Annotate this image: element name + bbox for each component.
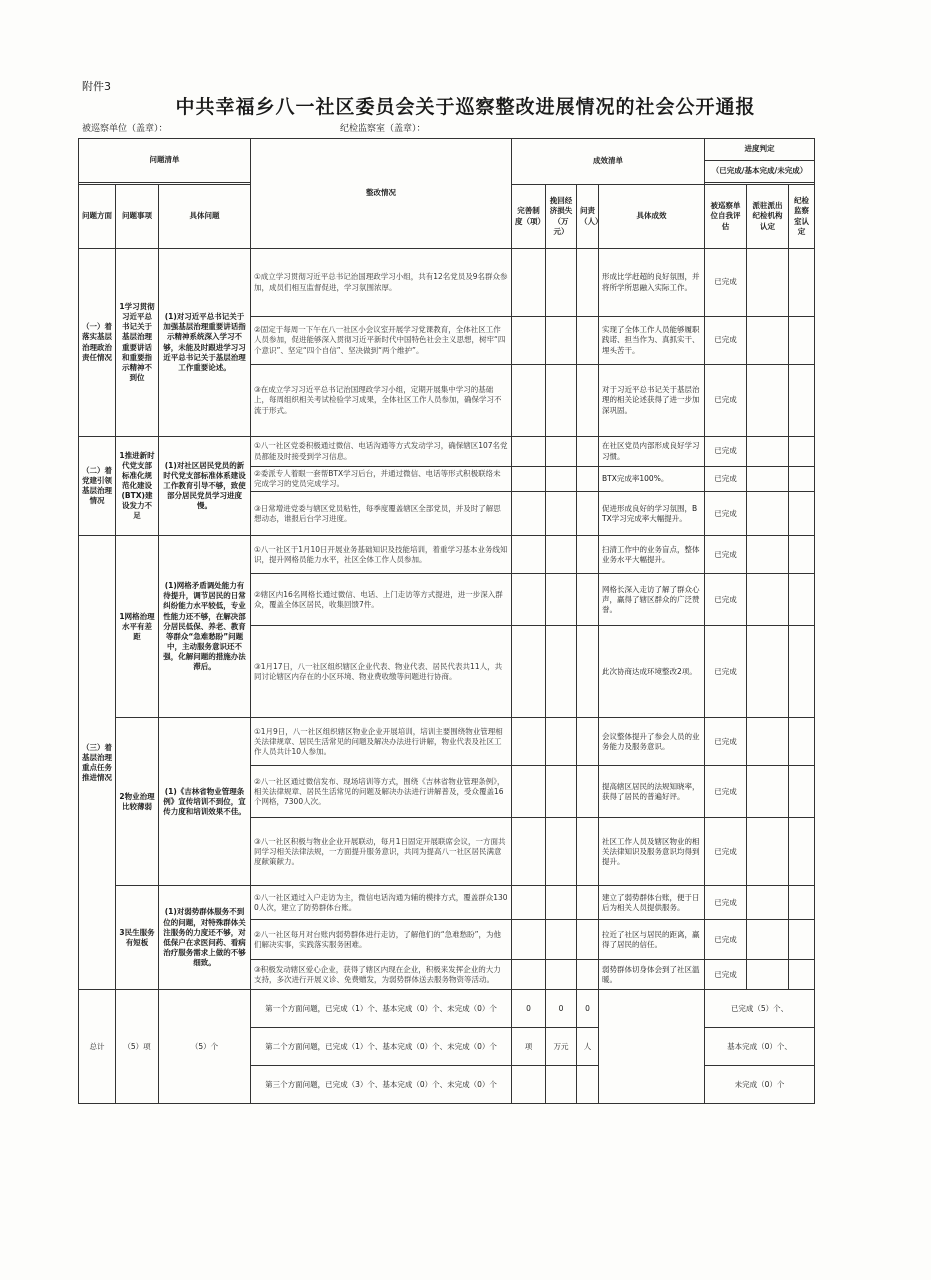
system-cell (512, 960, 546, 990)
total-basically-completed: 基本完成（0）个、 (705, 1028, 815, 1066)
result-text: 此次协商达成环境整改2项。 (599, 626, 705, 718)
result-text: 实现了全体工作人员能够履职践诺、担当作为、真抓实干、埋头苦干。 (599, 317, 705, 365)
aspect-name: （三）着基层治理重点任务推进情况 (79, 536, 116, 990)
aspect-header: 问题方面 (79, 185, 116, 249)
measure-text: ③日常增进党委与辖区党员粘性，每季度覆盖辖区全部党员，并及时了解思想动态，谁报后台学习进度。 (251, 492, 512, 536)
measure-text: ②固定于每周一下午在八一社区小会议室开展学习党课教育，全体社区工作人员参加，促进能够深入贯彻习近平新时代中国特色社会主义思想，树牢“四个意识”、坚定“四个自信”、坚决做到“两个维护”。 (251, 317, 512, 365)
attachment-label: 附件3 (82, 80, 111, 93)
loss-cell (546, 437, 577, 467)
result-text: 拉近了社区与居民的距离，赢得了居民的信任。 (599, 920, 705, 960)
agency-cell (747, 920, 789, 960)
account-cell (577, 920, 599, 960)
result-text: 社区工作人员及辖区物业的相关法律知识及服务意识均得到提升。 (599, 818, 705, 886)
system-cell (512, 920, 546, 960)
self-eval-status: 已完成 (705, 437, 747, 467)
measure-text: ③在成立学习习近平总书记治国理政学习小组，定期开展集中学习的基础上，每周组织相关考试检验学习成果，全体社区工作人员参加，确保学习不流于形式。 (251, 365, 512, 437)
account-cell (577, 1066, 599, 1104)
account-cell (577, 467, 599, 492)
self-eval-status: 已完成 (705, 467, 747, 492)
system-cell (512, 574, 546, 626)
result-text: 建立了弱势群体台账，便于日后为相关人员提供服务。 (599, 886, 705, 920)
self-eval-status: 已完成 (705, 249, 747, 317)
measure-text: ③积极发动辖区爱心企业，获得了辖区内现在企业，积极来发挥企业的大力支持，多次进行开展义诊、免费赠发，为弱势群体送去服务物资等活动。 (251, 960, 512, 990)
loss-cell (546, 574, 577, 626)
system-cell (512, 718, 546, 766)
self-eval-status: 已完成 (705, 492, 747, 536)
aspect-name: （一）着落实基层治理政治责任情况 (79, 249, 116, 437)
loss-cell (546, 718, 577, 766)
specific-problem: (1)对弱势群体服务不到位的问题，对特殊群体关注服务的力度还不够，对低保户在求医问药、看病治疗服务需求上做的不够细致。 (159, 886, 251, 990)
confirm-cell (789, 467, 815, 492)
system-cell (512, 437, 546, 467)
confirm-cell (789, 317, 815, 365)
confirm-cell (789, 249, 815, 317)
total-summary-line: 第二个方面问题，已完成（1）个、基本完成（0）个、未完成（0）个 (251, 1028, 512, 1066)
total-account-value: 0 (577, 990, 599, 1028)
self-eval-status: 已完成 (705, 365, 747, 437)
agency-cell (747, 818, 789, 886)
loss-cell (546, 467, 577, 492)
measure-text: ③1月17日，八一社区组织辖区企业代表、物业代表、居民代表共11人，共同讨论辖区内存在的小区环境、物业费收缴等问题进行协商。 (251, 626, 512, 718)
report-table (78, 138, 815, 1104)
confirm-cell (789, 536, 815, 574)
result-text: 在社区党员内部形成良好学习习惯。 (599, 437, 705, 467)
self-eval-status: 已完成 (705, 626, 747, 718)
self-eval-status: 已完成 (705, 920, 747, 960)
total-completed: 已完成（5）个、 (705, 990, 815, 1028)
account-cell (577, 249, 599, 317)
measure-text: ①八一社区于1月10日开展业务基础知识及技能培训，着重学习基本业务线知识，提升网格员能力水平，社区全体工作人员参加。 (251, 536, 512, 574)
self-eval-status: 已完成 (705, 317, 747, 365)
result-text: 提高辖区居民的法规知晓率，获得了居民的普遍好评。 (599, 766, 705, 818)
loss-cell (546, 960, 577, 990)
loss-cell (546, 886, 577, 920)
account-cell (577, 437, 599, 467)
confirm-cell (789, 492, 815, 536)
account-cell (577, 886, 599, 920)
system-cell (512, 536, 546, 574)
result-text: 形成比学赶超的良好氛围，并将所学所思融入实际工作。 (599, 249, 705, 317)
loss-cell (546, 818, 577, 886)
confirm-cell (789, 886, 815, 920)
problem-item: 3民生服务有短板 (116, 886, 159, 990)
loss-cell (546, 626, 577, 718)
resident-agency-header: 派驻派出纪检机构认定 (747, 185, 789, 249)
loss-cell (546, 249, 577, 317)
loss-cell (546, 365, 577, 437)
specific-problem: (1)《吉林省物业管理条例》宣传培训不到位，宣传力度和培训效果不佳。 (159, 718, 251, 886)
account-cell (577, 317, 599, 365)
confirm-cell (789, 437, 815, 467)
item-header: 问题事项 (116, 185, 159, 249)
total-system-value: 0 (512, 990, 546, 1028)
loss-cell (546, 536, 577, 574)
confirm-cell (789, 920, 815, 960)
loss-cell (546, 920, 577, 960)
system-cell (512, 365, 546, 437)
agency-cell (747, 467, 789, 492)
agency-cell (747, 960, 789, 990)
self-eval-status: 已完成 (705, 960, 747, 990)
accountability-header: 问责（人） (577, 185, 599, 249)
agency-cell (747, 626, 789, 718)
result-text: 促进形成良好的学习氛围，BTX学习完成率大幅提升。 (599, 492, 705, 536)
total-system-unit: 项 (512, 1028, 546, 1066)
specific-problem: (1)对习近平总书记关于加强基层治理重要讲话指示精神系统深入学习不够，未能及时跟进学习习近平总书记关于基层治理工作重要论述。 (159, 249, 251, 437)
total-loss-value: 0 (546, 990, 577, 1028)
discipline-confirm-header: 纪检监察室认定 (789, 185, 815, 249)
measure-text: ③八一社区积极与物业企业开展联动，每月1日固定开展联席会议，一方面共同学习相关法律法规，一方面提升服务意识，共同为提高八一社区居民满意度献策献力。 (251, 818, 512, 886)
total-items-count: （5）项 (116, 990, 159, 1104)
measure-text: ②八一社区通过微信发布、现场培训等方式，围绕《吉林省物业管理条例》，相关法律规章、居民生活常见的问题及解决办法进行讲解普及，受众覆盖16个网格，7300人次。 (251, 766, 512, 818)
loss-cell (546, 317, 577, 365)
account-cell (577, 718, 599, 766)
self-eval-status: 已完成 (705, 574, 747, 626)
confirm-cell (789, 626, 815, 718)
account-cell (577, 626, 599, 718)
result-text: 网格长深入走访了解了群众心声，赢得了辖区群众的广泛赞誉。 (599, 574, 705, 626)
problem-item: 2物业治理比较薄弱 (116, 718, 159, 886)
total-summary-line: 第一个方面问题，已完成（1）个、基本完成（0）个、未完成（0）个 (251, 990, 512, 1028)
result-text: 弱势群体切身体会到了社区温暖。 (599, 960, 705, 990)
problem-list-header: 问题清单 (79, 139, 251, 183)
recovered-loss-header: 挽回经济损失（万元） (546, 185, 577, 249)
result-text: 对于习近平总书记关于基层治理的相关论述获得了进一步加深巩固。 (599, 365, 705, 437)
account-cell (577, 766, 599, 818)
rectification-header: 整改情况 (251, 139, 512, 249)
loss-cell (546, 1066, 577, 1104)
measure-text: ②委派专人着眼一套帮BTX学习后台，并通过微信、电话等形式积极联络未完成学习的党员完成学习。 (251, 467, 512, 492)
agency-cell (747, 766, 789, 818)
total-account-unit: 人 (577, 1028, 599, 1066)
specific-problem: (1)对社区居民党员的新时代党支部标准体系建设工作教育引导不够，致使部分居民党员学习进度慢。 (159, 437, 251, 536)
system-cell (512, 818, 546, 886)
account-cell (577, 365, 599, 437)
agency-cell (747, 718, 789, 766)
total-problems-count: （5）个 (159, 990, 251, 1104)
specific-problem: (1)网格矛盾调处能力有待提升，调节居民的日常纠纷能力水平较低，专业性能力还不够，在解决部分居民低保、养老、教育等群众“急难愁盼”问题中，主动服务意识还不强，化解问题的措施办法滞后。 (159, 536, 251, 718)
measure-text: ①八一社区通过入户走访为主，微信电话沟通为辅的模排方式，覆盖群众1300人次，建立了防势群体台账。 (251, 886, 512, 920)
agency-cell (747, 365, 789, 437)
specific-result-header: 具体成效 (599, 185, 705, 249)
progress-header: 进度判定 (705, 139, 815, 161)
account-cell (577, 492, 599, 536)
confirm-cell (789, 766, 815, 818)
confirm-cell (789, 365, 815, 437)
account-cell (577, 536, 599, 574)
system-cell (512, 886, 546, 920)
self-eval-status: 已完成 (705, 766, 747, 818)
problem-item: 1推进新时代党支部标准化规范化建设(BTX)建设发力不足 (116, 437, 159, 536)
confirm-cell (789, 574, 815, 626)
system-cell (512, 467, 546, 492)
self-eval-status: 已完成 (705, 818, 747, 886)
agency-cell (747, 317, 789, 365)
results-list-header: 成效清单 (512, 139, 705, 185)
agency-cell (747, 574, 789, 626)
agency-cell (747, 492, 789, 536)
self-eval-status: 已完成 (705, 886, 747, 920)
measure-text: ①八一社区党委积极通过微信、电话沟通等方式发动学习，确保辖区107名党员都能及时接受到学习信息。 (251, 437, 512, 467)
total-loss-unit: 万元 (546, 1028, 577, 1066)
agency-cell (747, 249, 789, 317)
loss-cell (546, 766, 577, 818)
total-label: 总计 (79, 990, 116, 1104)
result-text: BTX完成率100%。 (599, 467, 705, 492)
problem-item: 1学习贯彻习近平总书记关于基层治理重要讲话和重要指示精神不到位 (116, 249, 159, 437)
total-results-cell (599, 990, 705, 1104)
page-title: 中共幸福乡八一社区委员会关于巡察整改进展情况的社会公开通报 (175, 96, 756, 118)
problem-item: 1网格治理水平有差距 (116, 536, 159, 718)
agency-cell (747, 536, 789, 574)
discipline-office-label: 纪检监察室（盖章）： (340, 124, 426, 134)
system-cell (512, 249, 546, 317)
account-cell (577, 818, 599, 886)
system-cell (512, 626, 546, 718)
system-cell (512, 766, 546, 818)
self-eval-status: 已完成 (705, 718, 747, 766)
improved-system-header: 完善制度（项） (512, 185, 546, 249)
account-cell (577, 960, 599, 990)
result-text: 扫清工作中的业务盲点，整体业务水平大幅提升。 (599, 536, 705, 574)
confirm-cell (789, 718, 815, 766)
confirm-cell (789, 818, 815, 886)
measure-text: ②辖区内16名网格长通过微信、电话、上门走访等方式提进，进一步深入群众，覆盖全体区居民，收集回馈7件。 (251, 574, 512, 626)
agency-cell (747, 886, 789, 920)
confirm-cell (789, 960, 815, 990)
progress-options: （已完成/基本完成/未完成） (705, 161, 815, 183)
total-summary-line: 第三个方面问题，已完成（3）个、基本完成（0）个、未完成（0）个 (251, 1066, 512, 1104)
account-cell (577, 574, 599, 626)
total-not-completed: 未完成（0）个 (705, 1066, 815, 1104)
inspected-unit-label: 被巡察单位（盖章）： (82, 124, 168, 134)
system-cell (512, 492, 546, 536)
specific-problem-header: 具体问题 (159, 185, 251, 249)
aspect-name: （二）着党建引领基层治理情况 (79, 437, 116, 536)
measure-text: ①成立学习贯彻习近平总书记治国理政学习小组，共有12名党员及9名群众参加，成员们相互监督促进，学习氛围浓厚。 (251, 249, 512, 317)
measure-text: ①1月9日，八一社区组织辖区物业企业开展培训，培训主要围绕物业管理相关法律规章、居民生活常见的问题及解决办法进行讲解，物业代表及社区工作人员共计10人参加。 (251, 718, 512, 766)
self-eval-header: 被巡察单位自我评估 (705, 185, 747, 249)
system-cell (512, 317, 546, 365)
result-text: 会议整体提升了参会人员的业务能力及服务意识。 (599, 718, 705, 766)
self-eval-status: 已完成 (705, 536, 747, 574)
agency-cell (747, 437, 789, 467)
measure-text: ②八一社区每月对台账内弱势群体进行走访，了解他们的“急难愁盼”，为他们解决实事，实践落实服务困难。 (251, 920, 512, 960)
loss-cell (546, 492, 577, 536)
system-cell (512, 1066, 546, 1104)
